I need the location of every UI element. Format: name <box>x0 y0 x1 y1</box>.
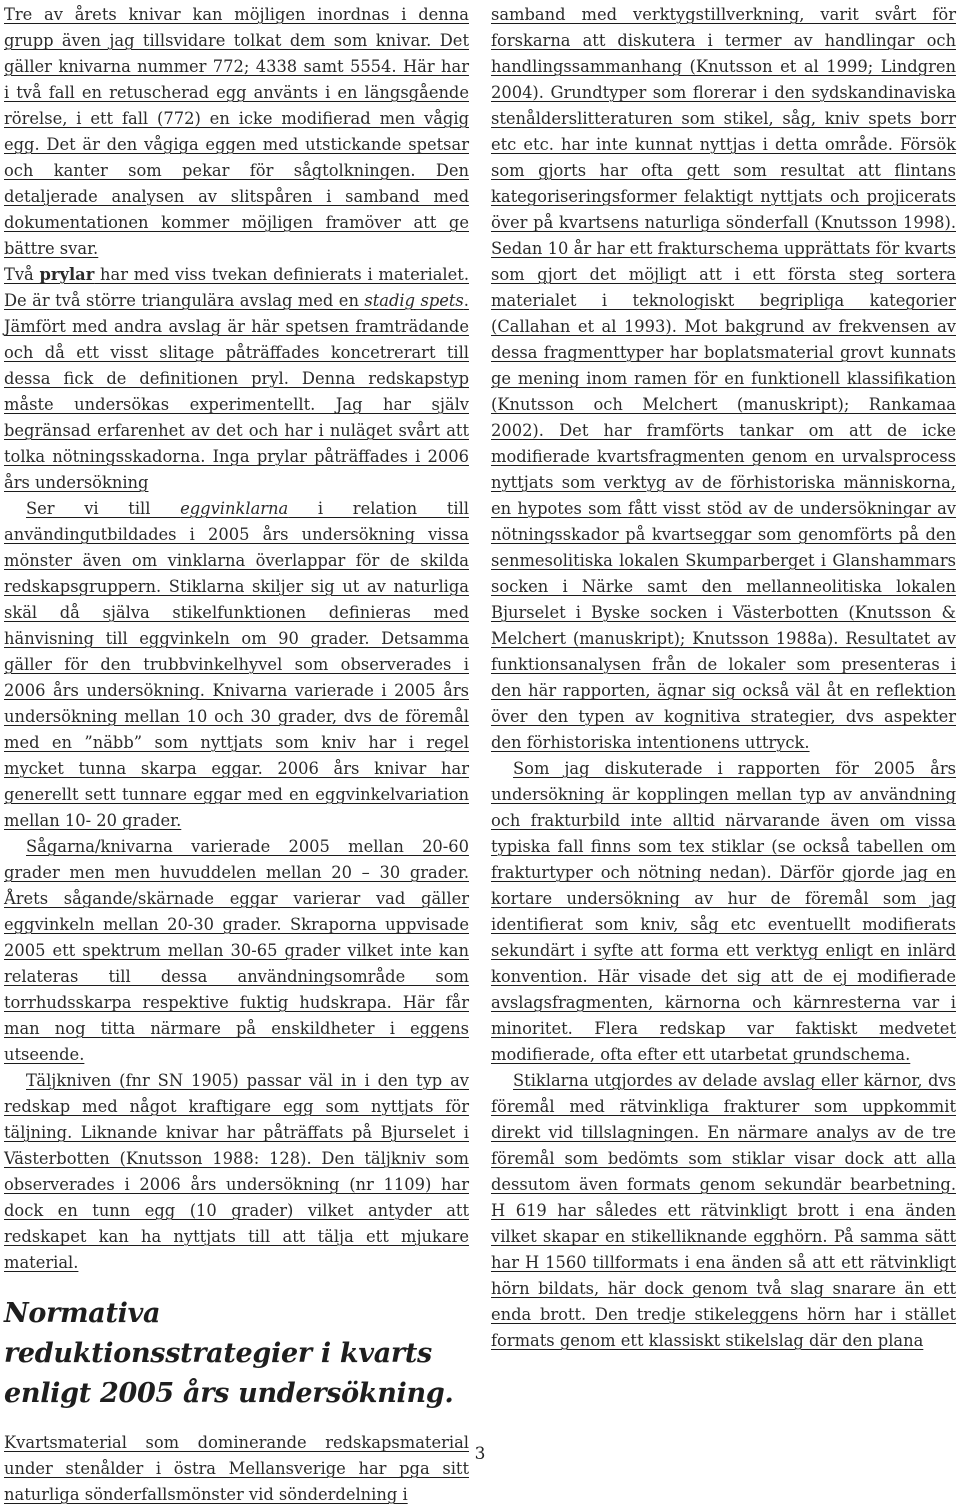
paragraph-edge-angles <box>4 496 469 834</box>
paragraph-awls <box>4 262 469 496</box>
paragraph-text: i relation till användingutbildades i 2005 års undersökning vissa mönster även om vinklarna överlappar för de skilda redskapsgruppern. Stiklarna skiljer sig ut av naturliga skäl då själva stikelfunktionen definieras med hänvisning till eggvinkeln om 90 grader. Detsamma gäller för den trubbvinkelhyvel som observerades i 2006 års undersökning. Knivarna varierade i 2005 års undersökning mellan 10 och 30 grader, dvs de föremål med en ”näbb” som nyttjats som kniv har i regel mycket tunna skarpa eggar. 2006 års knivar har generellt sett tunnare eggar med en eggvinkelvariation mellan 10- 20 grader. <box>4 499 469 830</box>
paragraph-text: samband med verktygstillverkning, varit svårt för forskarna att diskutera i termer av handlingar och handlingssammanhang (Knutsson et al 1999; Lindgren 2004). Grundtyper som florerar i den sydskandinaviska stenålderslitteraturen som stikel, såg, kniv spets borr etc etc. har inte kunnat nyttjas i detta område. Försök som gjorts har ofta gett som resultat att flintans kategoriseringsformer felaktigt nyttjats och projicerats över på kvartsens naturliga sönderfall (Knutsson 1998). Sedan 10 år har ett frakturschema upprättats för kvarts som gjort det möjligt att i ett första steg sortera materialet i teknologiskt begripliga kategorier (Callahan et al 1993). Mot bakgrund av frekvensen av dessa fragmenttyper har boplatsmaterial grovt kunnats ge mening inom ramen för en funktionell klassifikation (Knutsson och Melchert (manuskript); Rankamaa 2002). Det har framförts tankar om att de icke modifierade kvartsfragmenten genom en urvalsprocess nyttjats som verktyg av de förhistoriska människorna, en hypotes som fått visst stöd av de undersökningar av nötningsskador på kvartseggar som genomförts på den senmesolitiska lokalen Skumparberget i Glanshammars socken i Närke samt den mellanneolitiska lokalen Bjurselet i Byske socken i Västerbotten (Knutsson & Melchert (manuskript); Knutsson 1988a). Resultatet av funktionsanalysen från de lokaler som presenteras i den här rapporten, ägnar sig också väl åt en reflektion över den typen av kognitiva strategier, dvs aspekter den förhistoriska intentionens uttryck. <box>491 5 956 752</box>
paragraph-text: Stiklarna utgjordes av delade avslag eller kärnor, dvs föremål med rätvinkliga frakturer som uppkommit direkt vid tillslagningen. En närmare analys av de tre föremål som bedömts som stiklar visar dock att alla dessutom även formats genom sekundär bearbetning. H 619 har således ett rätvinkligt brott i ena änden vilket skapar en stikelliknande egghörn. På samma sätt har H 1560 tillformats i ena änden så att ett rätvinkligt hörn bildats, här dock genom två slag snarare än ett enda brott. Den tredje stikeleggens hörn har i stället formats genom ett klassiskt stikelslag där den plana <box>491 1071 956 1350</box>
paragraph-text: Ser vi till <box>26 499 181 518</box>
paragraph-text: har med viss tvekan definierats i materialet. De är två större triangulära avslag med en <box>4 265 469 310</box>
paragraph-text: Två <box>4 265 40 284</box>
paragraph-text: Som jag diskuterade i rapporten för 2005 års undersökning är kopplingen mellan typ av användning och frakturbild inte alltid närvarande även om vissa typiska fall finns som tex stiklar (se också tabellen om frakturtyper och nötning nedan). Därför gjorde jag en kortare undersökning av hur de föremål som jag identifierat som kniv, såg etc eventuellt modifierats sekundärt i syfte att forma ett verktyg enligt en inlärd konvention. Här visade det sig att de ej modifierade avslagsfragmenten, kärnorna och kärnresterna var i minoritet. Flera redskap var faktiskt medvetet modifierade, ofta efter ett utarbetat grundschema. <box>491 759 956 1064</box>
italic-term-stadig-spets: stadig spets <box>364 291 464 310</box>
paragraph-burins <box>491 1068 956 1354</box>
page-number: 3 <box>474 1444 486 1464</box>
paragraph-quartz-material <box>4 1430 469 1508</box>
paragraph-whittling-knife <box>4 1068 469 1276</box>
bold-term-prylar: prylar <box>39 265 95 284</box>
paragraph-use-fracture <box>491 756 956 1068</box>
paragraph-text: Kvartsmaterial som dominerande redskapsmaterial under stenålder i östra Mellansverige har pga sitt naturliga sönderfallsmönster vid sönderdelning i <box>4 1433 469 1504</box>
section-heading: Normativa reduktionsstrategier i kvarts enligt 2005 års undersökning. <box>4 1298 454 1409</box>
paragraph-text: Sågarna/knivarna varierade 2005 mellan 20-60 grader men men huvuddelen mellan 20 – 30 grader. Årets sågande/skärnade eggar varierar vad gäller eggvinkeln mellan 20-30 grader. Skraporna uppvisade 2005 ett spektrum mellan 30-65 grader vilket inte kan relateras till dessa användningsområde som torrhudsskarpa respektive fuktig hudskrapa. Här får man nog titta närmare på enskildheter i eggens utseende. <box>4 837 469 1064</box>
paragraph-saws-knives-angles <box>4 834 469 1068</box>
paragraph-text: Täljkniven (fnr SN 1905) passar väl in i den typ av redskap med något kraftigare egg som nyttjats för täljning. Liknande knivar har påträffats på Bjurselet i Västerbotten (Knutsson 1988: 128). Den täljkniv som observerades i 2006 års undersökning (nr 1109) har dock en tunn egg (10 grader) vilket antyder att redskapet kan ha nyttjats till att tälja ett mjukare material. <box>4 1071 469 1272</box>
paragraph-knives-saws <box>4 2 469 262</box>
left-column <box>4 2 469 1508</box>
paragraph-quartz-research <box>491 2 956 756</box>
italic-term-eggvinklarna: eggvinklarna <box>180 499 289 518</box>
paragraph-text: . Jämfört med andra avslag är här spetsen framträdande och då ett visst slitage påträffades koncetrerart till dessa fick de definitionen pryl. Denna redskapstyp måste undersökas experimentellt. Jag har själv begränsad erfarenhet av det och har i nuläget svårt att tolka nötningsskadorna. Inga prylar påträffades i 2006 års undersökning <box>4 291 469 492</box>
right-column <box>491 2 956 1354</box>
paragraph-text: Tre av årets knivar kan möjligen inordnas i denna grupp även jag tillsvidare tolkat dem som knivar. Det gäller knivarna nummer 772; 4338 samt 5554. Här har i två fall en retuscherad egg använts i en längsgående rörelse, i ett fall (772) en icke modifierad men vågig egg. Det är den vågiga eggen med utstickande spetsar och kanter som pekar för sågtolkningen. Den detaljerade analysen av slitspåren i samband med dokumentationen kommer möjligen framöver att ge bättre svar. <box>4 5 469 258</box>
